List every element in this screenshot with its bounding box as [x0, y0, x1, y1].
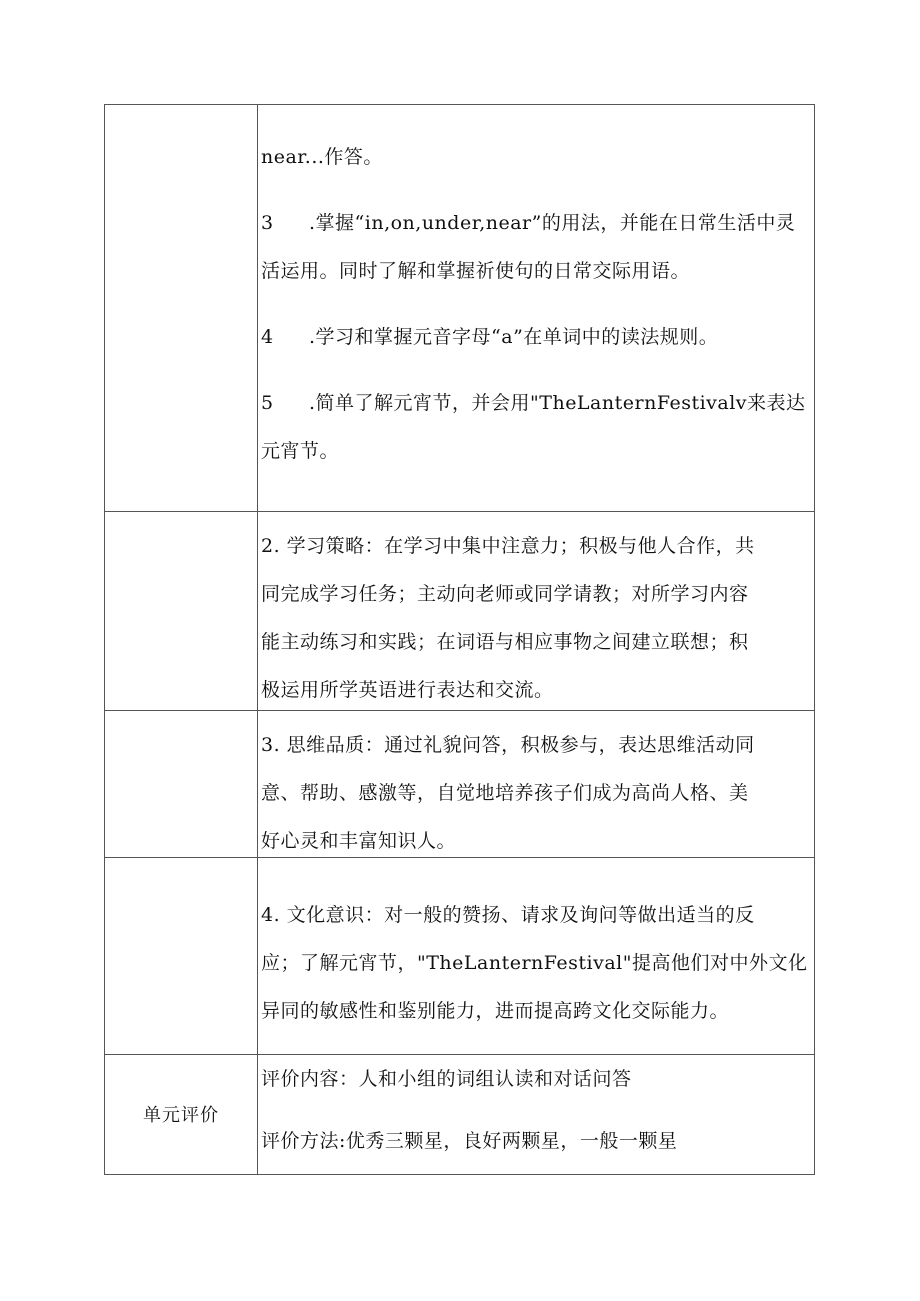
objective-item-5: [261, 391, 808, 463]
thinking-line: 好心灵和丰富知识人。: [261, 829, 457, 852]
strategy-line: 能主动练习和实践；在词语与相应事物之间建立联想；积: [261, 631, 749, 654]
culture-row: [105, 858, 815, 1055]
objective-text: 元宵节。: [261, 440, 340, 462]
thinking-row: [105, 710, 815, 857]
strategy-line: 同完成学习任务；主动向老师或同学请教；对所学习内容: [261, 583, 749, 606]
strategy-label-cell: [105, 512, 258, 711]
objective-number: 4: [261, 326, 274, 348]
objective-number: 3: [261, 212, 274, 234]
culture-line: 4. 文化意识：对一般的赞扬、请求及询问等做出适当的反: [261, 904, 755, 927]
strategy-line: 2. 学习策略：在学习中集中注意力；积极与他人合作，共: [261, 535, 755, 558]
culture-label-cell: [105, 858, 258, 1055]
objective-item-4: [261, 325, 808, 349]
thinking-line: 意、帮助、感激等，自觉地培养孩子们成为高尚人格、美: [261, 781, 749, 804]
objective-text: .掌握“in,on,under,near”的用法，并能在日常生活中灵: [309, 212, 796, 234]
thinking-cell: [258, 710, 815, 857]
objective-text: .学习和掌握元音字母“a”在单词中的读法规则。: [309, 326, 719, 348]
culture-line: 应；了解元宵节，"TheLanternFestival"提高他们对中外文化: [261, 952, 808, 975]
objective-text: .简单了解元宵节，并会用"TheLanternFestivalv来表达: [309, 392, 806, 414]
evaluation-method: 评价方法:优秀三颗星，良好两颗星，一般一颗星: [261, 1129, 678, 1152]
culture-cell: [258, 858, 815, 1055]
objective-item-3: [261, 211, 808, 283]
evaluation-row: [105, 1054, 815, 1174]
objective-text: 活运用。同时了解和掌握祈使句的日常交际用语。: [261, 260, 691, 282]
evaluation-content: 评价内容：人和小组的词组认读和对话问答: [261, 1067, 632, 1090]
thinking-line: 3. 思维品质：通过礼貌问答，积极参与，表达思维活动同: [261, 733, 755, 756]
objective-number: 5: [261, 392, 274, 414]
unit-plan-table: [104, 104, 815, 1175]
objectives-cell: [258, 105, 815, 512]
evaluation-label: 单元评价: [105, 1054, 258, 1174]
culture-line: 异同的敏感性和鉴别能力，进而提高跨文化交际能力。: [261, 1000, 730, 1023]
thinking-label-cell: [105, 710, 258, 857]
objectives-continuation: near...作答。: [261, 146, 383, 168]
objectives-row: [105, 105, 815, 512]
strategy-line: 极运用所学英语进行表达和交流。: [261, 679, 554, 702]
strategy-row: [105, 512, 815, 711]
objectives-label-cell: [105, 105, 258, 512]
strategy-cell: [258, 512, 815, 711]
evaluation-cell: [258, 1054, 815, 1174]
